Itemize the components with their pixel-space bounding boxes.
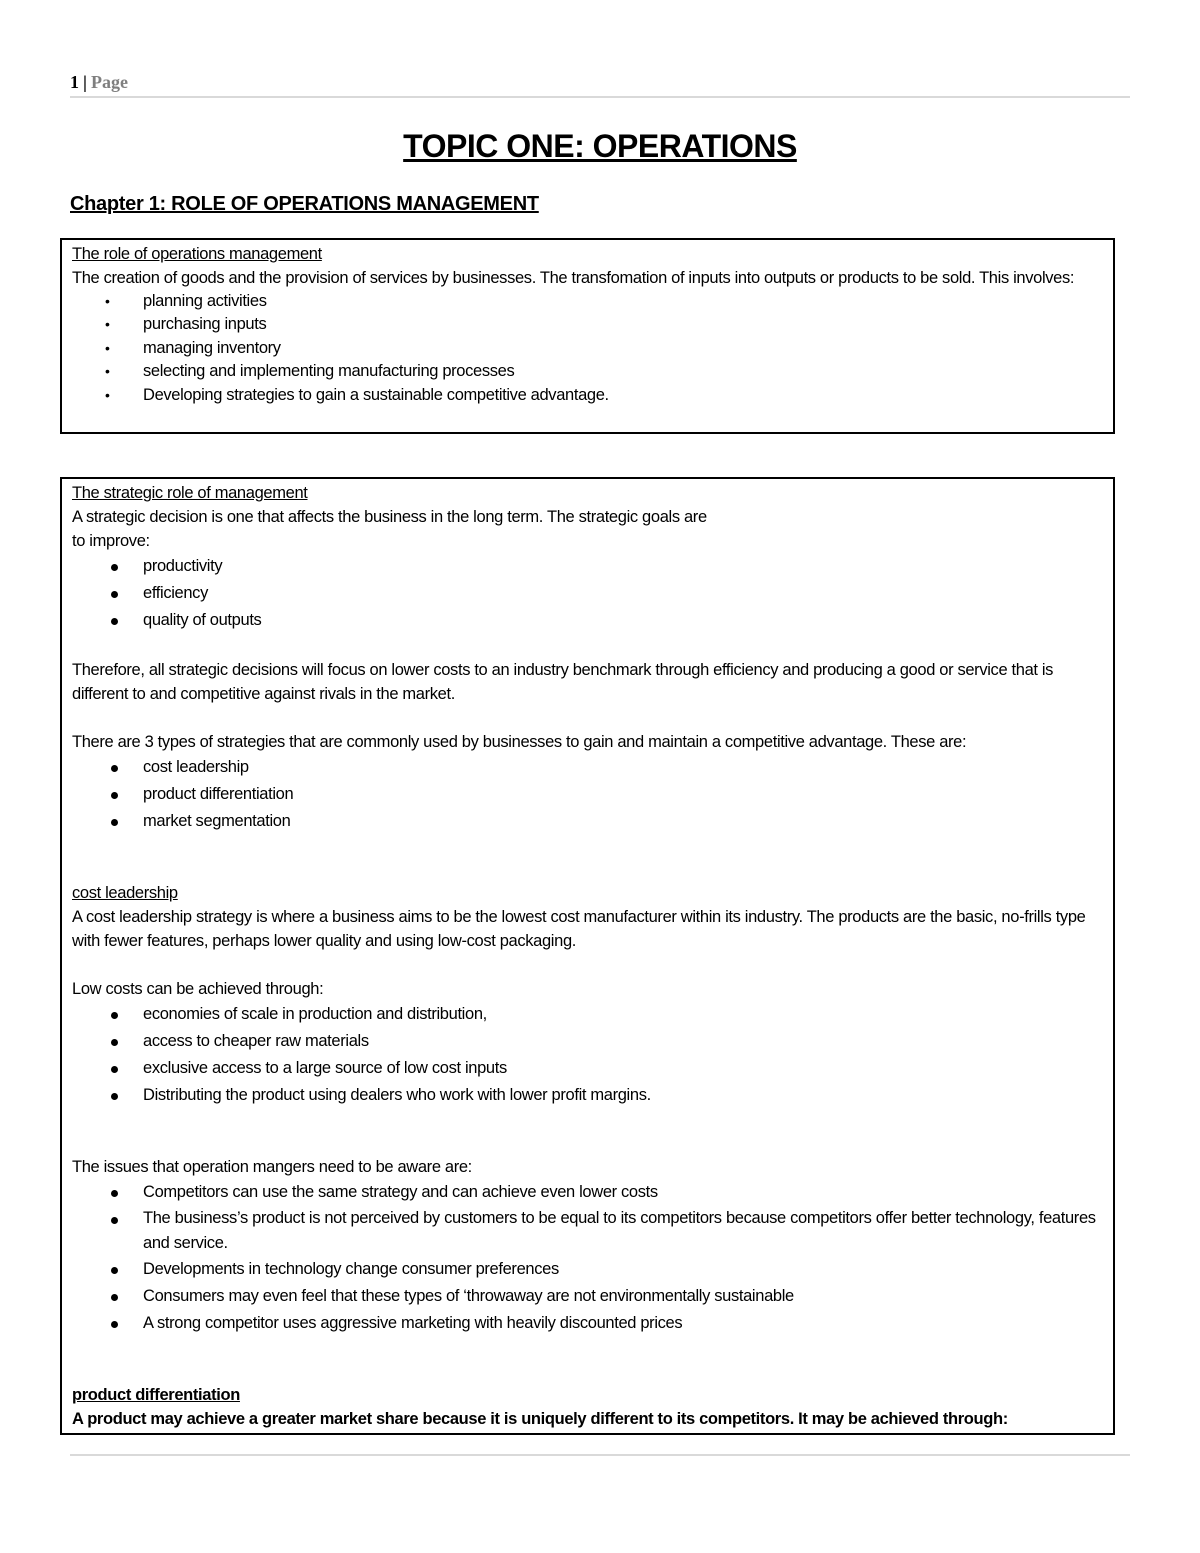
low-costs-list <box>72 1001 1103 1109</box>
list-item: • selecting and implementing manufacturing processes <box>72 360 1103 383</box>
page-number: 1 <box>70 72 79 92</box>
cost-leadership-heading: cost leadership <box>72 884 178 902</box>
strategic-intro-line1: A strategic decision is one that affects the business in the long term. The strategic goals are <box>72 508 707 526</box>
list-item: A strong competitor uses aggressive marketing with heavily discounted prices <box>72 1310 1103 1337</box>
strategy-types-intro: There are 3 types of strategies that are commonly used by businesses to gain and maintain a competitive advantage. These are: <box>72 733 967 751</box>
strategic-intro-line2: to improve: <box>72 532 150 550</box>
cost-leadership-paragraph: A cost leadership strategy is where a business aims to be the lowest cost manufacturer within its industry. The products are the basic, no-frills type with fewer features, perhaps lower quality and using low-cost packaging. <box>72 908 1086 950</box>
list-item: economies of scale in production and distribution, <box>72 1001 1103 1028</box>
document-title: TOPIC ONE: OPERATIONS <box>403 128 797 164</box>
box1-heading: The role of operations management <box>72 245 322 263</box>
list-item: Distributing the product using dealers who work with lower profit margins. <box>72 1082 1103 1109</box>
page-footer-rule <box>70 1454 1130 1456</box>
page-separator: | <box>83 72 87 92</box>
list-item: exclusive access to a large source of low cost inputs <box>72 1055 1103 1082</box>
strategic-role-box <box>60 477 1115 1435</box>
chapter-heading: Chapter 1: ROLE OF OPERATIONS MANAGEMENT <box>70 193 539 215</box>
list-item: productivity <box>72 553 1103 580</box>
list-item: • managing inventory <box>72 337 1103 360</box>
page-label: Page <box>90 72 128 92</box>
list-item: Competitors can use the same strategy and can achieve even lower costs <box>72 1179 1103 1206</box>
list-item: cost leadership <box>72 754 1103 781</box>
list-item: market segmentation <box>72 808 1103 835</box>
issues-intro: The issues that operation mangers need to be aware are: <box>72 1158 472 1176</box>
page-header <box>70 72 1130 98</box>
list-item: • purchasing inputs <box>72 313 1103 336</box>
issues-list <box>72 1179 1103 1337</box>
list-item: The business’s product is not perceived by customers to be equal to its competitors because competitors offer better technology, features and service. <box>72 1206 1103 1256</box>
strategy-types-list <box>72 754 1103 835</box>
list-item: Consumers may even feel that these types of ‘throwaway are not environmentally sustainable <box>72 1283 1103 1310</box>
list-item: access to cheaper raw materials <box>72 1028 1103 1055</box>
product-differentiation-paragraph: A product may achieve a greater market share because it is uniquely different to its competitors. It may be achieved through: <box>72 1410 1008 1428</box>
list-item: quality of outputs <box>72 607 1103 634</box>
box2-heading: The strategic role of management <box>72 484 308 502</box>
list-item: • planning activities <box>72 290 1103 313</box>
box1-list <box>72 290 1103 407</box>
list-item: product differentiation <box>72 781 1103 808</box>
list-item: • Developing strategies to gain a sustainable competitive advantage. <box>72 384 1103 407</box>
low-costs-intro: Low costs can be achieved through: <box>72 980 324 998</box>
product-differentiation-heading: product differentiation <box>72 1386 240 1404</box>
role-of-operations-box <box>60 238 1115 434</box>
box1-text: The creation of goods and the provision of services by businesses. The transfomation of inputs into outputs or products to be sold. This involves: <box>72 269 1075 287</box>
list-item: efficiency <box>72 580 1103 607</box>
goals-list <box>72 553 1103 634</box>
therefore-paragraph: Therefore, all strategic decisions will focus on lower costs to an industry benchmark through efficiency and producing a good or service that is different to and competitive against rivals in the market. <box>72 661 1054 703</box>
list-item: Developments in technology change consumer preferences <box>72 1256 1103 1283</box>
